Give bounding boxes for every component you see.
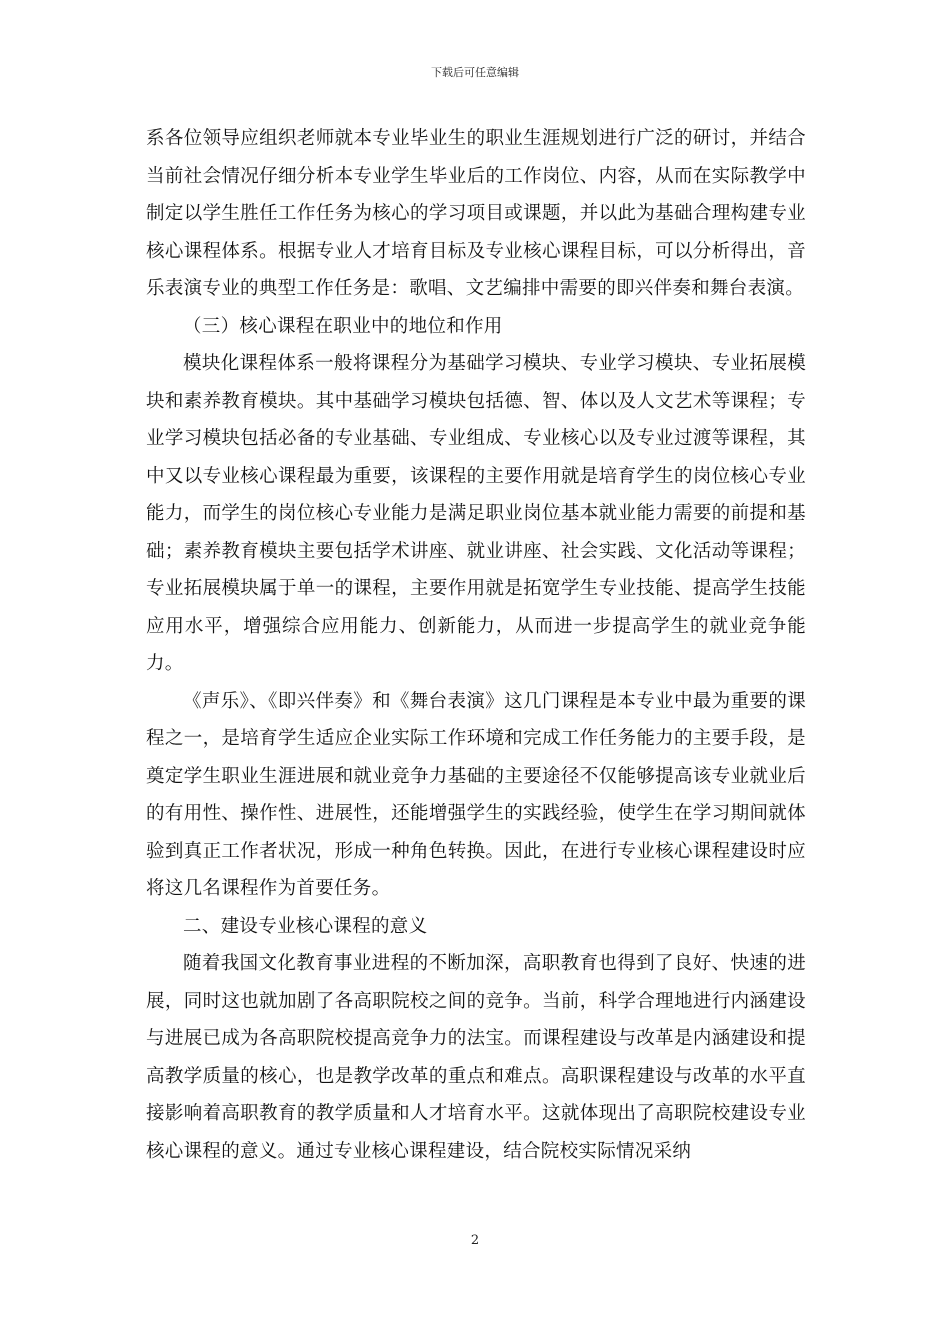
paragraph-significance: 随着我国文化教育事业进程的不断加深，高职教育也得到了良好、快速的进展，同时这也就加剧了各高职院校之间的竞争。当前，科学合理地进行内涵建设与进展已成为各高职院校提高竞争力的法宝。而课程建设与改革是内涵建设和提高教学质量的核心，也是教学改革的重点和难点。高职课程建设与改革的水平直接影响着高职教育的教学质量和人才培育水平。这就体现出了高职院校建设专业核心课程的意义。通过专业核心课程建设，结合院校实际情况采纳 (146, 953, 806, 1162)
page-header: 下载后可任意编辑 (431, 66, 519, 79)
page-number: 2 (470, 1233, 480, 1248)
paragraph-key-courses: 《声乐》、《即兴伴奏》和《舞台表演》这几门课程是本专业中最为重要的课程之一，是培育学生适应企业实际工作环境和完成工作任务能力的主要手段，是奠定学生职业生涯进展和就业竞争力基础的主要途径不仅能够提高该专业就业后的有用性、操作性、进展性，还能增强学生的实践经验，使学生在学习期间就体验到真正工作者状况，形成一种角色转换。因此，在进行专业核心课程建设时应将这几名课程作为首要任务。 (146, 690, 806, 899)
document-body (146, 120, 806, 1170)
section-heading-significance: 二、建设专业核心课程的意义 (183, 915, 428, 937)
paragraph-career-planning: 系各位领导应组织老师就本专业毕业生的职业生涯规划进行广泛的研讨，并结合当前社会情况仔细分析本专业学生毕业后的工作岗位、内容，从而在实际教学中制定以学生胜任工作任务为核心的学习项目或课题，并以此为基础合理构建专业核心课程体系。根据专业人才培育目标及专业核心课程目标，可以分析得出，音乐表演专业的典型工作任务是：歌唱、文艺编排中需要的即兴伴奏和舞台表演。 (146, 128, 806, 299)
paragraph-module-system: 模块化课程体系一般将课程分为基础学习模块、专业学习模块、专业拓展模块和素养教育模块。其中基础学习模块包括德、智、体以及人文艺术等课程；专业学习模块包括必备的专业基础、专业组成、专业核心以及专业过渡等课程，其中又以专业核心课程最为重要，该课程的主要作用就是培育学生的岗位核心专业能力，而学生的岗位核心专业能力是满足职业岗位基本就业能力需要的前提和基础；素养教育模块主要包括学术讲座、就业讲座、社会实践、文化活动等课程；专业拓展模块属于单一的课程，主要作用就是拓宽学生专业技能、提高学生技能应用水平，增强综合应用能力、创新能力，从而进一步提高学生的就业竞争能力。 (146, 353, 806, 674)
section-heading-core-course-role: （三）核心课程在职业中的地位和作用 (183, 315, 503, 337)
